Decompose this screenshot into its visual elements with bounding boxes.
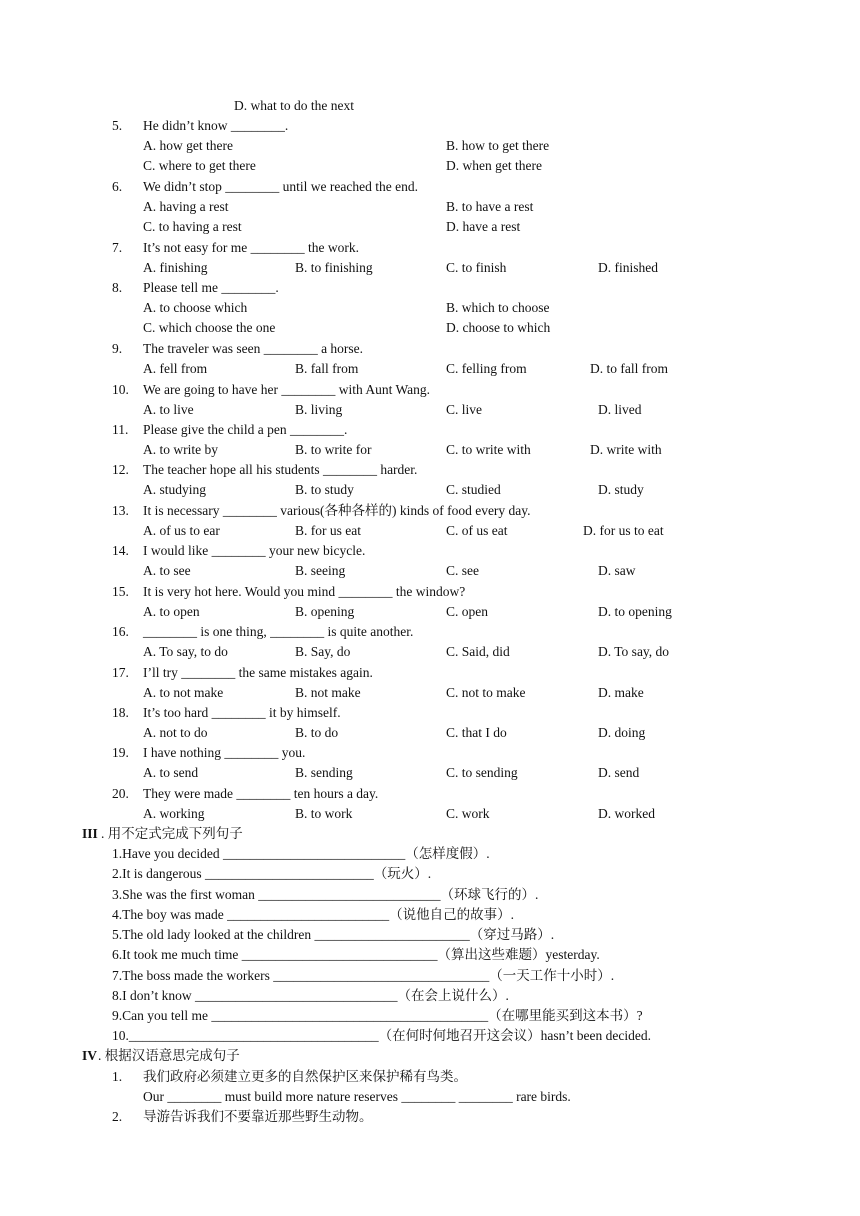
option-c: C. studied (446, 482, 501, 497)
fill-item: 9.Can you tell me _________________________________________（在哪里能买到这本书）? (112, 1008, 643, 1023)
option-c: C. to write with (446, 442, 531, 457)
question-number: 2. (112, 1109, 123, 1124)
fill-item: 10._____________________________________（在何时何地召开这会议）hasn’t been decided. (112, 1028, 651, 1043)
fill-item: 1.Have you decided ___________________________（怎样度假）. (112, 846, 490, 861)
question-stem: Please give the child a pen ________. (143, 422, 348, 437)
option-b: B. to do (295, 725, 339, 740)
option-a: A. studying (143, 482, 207, 497)
question-number: 6. (112, 179, 123, 194)
option-a: A. to open (143, 604, 200, 619)
option-d: D. have a rest (446, 219, 521, 234)
option-a: A. finishing (143, 260, 208, 275)
question-number: 11. (112, 422, 129, 437)
section-title: . 根据汉语意思完成句子 (98, 1048, 240, 1063)
option-a: A. to choose which (143, 300, 248, 315)
question-stem: It’s too hard ________ it by himself. (143, 705, 341, 720)
option-b: B. fall from (295, 361, 359, 376)
option-a: A. to send (143, 765, 199, 780)
option-c: C. which choose the one (143, 320, 276, 335)
option-d: D. lived (598, 402, 642, 417)
option-d: D. choose to which (446, 320, 551, 335)
option-b: B. to finishing (295, 260, 373, 275)
option-b: B. not make (295, 685, 361, 700)
option-b: B. which to choose (446, 300, 550, 315)
option-b: B. Say, do (295, 644, 351, 659)
option-c: C. live (446, 402, 482, 417)
option-b: B. opening (295, 604, 355, 619)
english-sentence: Our ________ must build more nature reserves ________ ________ rare birds. (143, 1089, 571, 1104)
chinese-sentence: 我们政府必须建立更多的自然保护区来保护稀有鸟类。 (143, 1069, 467, 1084)
option-d: D. when get there (446, 158, 542, 173)
question-stem: We are going to have her ________ with Aunt Wang. (143, 382, 431, 397)
question-number: 5. (112, 118, 123, 133)
option-d: D. for us to eat (583, 523, 664, 538)
question-stem: I have nothing ________ you. (143, 745, 306, 760)
option-a: A. working (143, 806, 205, 821)
section-title: . 用不定式完成下列句子 (101, 826, 243, 841)
option-b: B. living (295, 402, 343, 417)
question-number: 18. (112, 705, 129, 720)
question-stem: I would like ________ your new bicycle. (143, 543, 366, 558)
question-number: 13. (112, 503, 129, 518)
question-stem: It’s not easy for me ________ the work. (143, 240, 359, 255)
question-stem: The teacher hope all his students ________ harder. (143, 462, 418, 477)
option-c: C. work (446, 806, 490, 821)
option-d: D. to opening (598, 604, 672, 619)
option-b: B. sending (295, 765, 353, 780)
fill-item: 4.The boy was made ________________________（说他自己的故事）. (112, 907, 514, 922)
option-b: B. to write for (295, 442, 372, 457)
option-a: A. fell from (143, 361, 208, 376)
option-a: A. of us to ear (143, 523, 220, 538)
fill-item: 3.She was the first woman ___________________________（环球飞行的）. (112, 887, 539, 902)
option-c: C. felling from (446, 361, 527, 376)
option-a: A. to not make (143, 685, 224, 700)
option-b: B. to study (295, 482, 354, 497)
option-c: C. see (446, 563, 479, 578)
option-c: C. of us eat (446, 523, 508, 538)
option-b: B. to work (295, 806, 353, 821)
section-number: III (82, 826, 98, 841)
question-number: 14. (112, 543, 129, 558)
question-stem: I’ll try ________ the same mistakes again. (143, 665, 373, 680)
question-stem: The traveler was seen ________ a horse. (143, 341, 364, 356)
option-a: A. to live (143, 402, 194, 417)
question-stem: They were made ________ ten hours a day. (143, 786, 379, 801)
option-a: A. To say, to do (143, 644, 228, 659)
fill-item: 2.It is dangerous _________________________（玩火）. (112, 866, 432, 881)
option-c: C. open (446, 604, 488, 619)
section-number: IV (82, 1048, 98, 1063)
question-number: 9. (112, 341, 123, 356)
question-stem: He didn’t know ________. (143, 118, 289, 133)
option-c: C. where to get there (143, 158, 256, 173)
option-d: D. To say, do (598, 644, 670, 659)
option-d: D. saw (598, 563, 636, 578)
question-stem: It is very hot here. Would you mind ________ the window? (143, 584, 466, 599)
option-c: C. to sending (446, 765, 518, 780)
question-number: 7. (112, 240, 123, 255)
option-d: D. write with (590, 442, 662, 457)
option-b: B. for us eat (295, 523, 361, 538)
question-stem: Please tell me ________. (143, 280, 279, 295)
option-d: D. finished (598, 260, 658, 275)
option-c: C. to finish (446, 260, 507, 275)
option-d: D. doing (598, 725, 646, 740)
option-b: B. how to get there (446, 138, 550, 153)
option-c: C. to having a rest (143, 219, 242, 234)
question-number: 12. (112, 462, 129, 477)
option-d: D. study (598, 482, 644, 497)
fill-item: 5.The old lady looked at the children _______________________（穿过马路）. (112, 927, 555, 942)
option-a: A. how get there (143, 138, 233, 153)
question-number: 10. (112, 382, 129, 397)
fill-item: 6.It took me much time _____________________________（算出这些难题）yesterday. (112, 947, 600, 962)
question-stem: ________ is one thing, ________ is quite another. (143, 624, 414, 639)
option-c: C. that I do (446, 725, 507, 740)
option-a: A. having a rest (143, 199, 229, 214)
fill-item: 8.I don’t know ______________________________（在会上说什么）. (112, 988, 509, 1003)
option-a: A. to see (143, 563, 191, 578)
option-d: D. worked (598, 806, 655, 821)
question-number: 20. (112, 786, 129, 801)
option-b: B. seeing (295, 563, 346, 578)
option-d: D. send (598, 765, 640, 780)
question-number: 15. (112, 584, 129, 599)
option-d: D. to fall from (590, 361, 668, 376)
option-b: B. to have a rest (446, 199, 534, 214)
question-number: 17. (112, 665, 129, 680)
option-d: D. make (598, 685, 644, 700)
question-stem: We didn’t stop ________ until we reached the end. (143, 179, 418, 194)
question-number: 1. (112, 1069, 123, 1084)
fill-item: 7.The boss made the workers ________________________________（一天工作十小时）. (112, 968, 615, 983)
option-a: A. not to do (143, 725, 208, 740)
question-number: 8. (112, 280, 123, 295)
question-stem: It is necessary ________ various(各种各样的) kinds of food every day. (143, 503, 531, 518)
option-c: C. Said, did (446, 644, 510, 659)
option-a: A. to write by (143, 442, 218, 457)
option-d-prev: D. what to do the next (234, 98, 354, 113)
chinese-sentence: 导游告诉我们不要靠近那些野生动物。 (143, 1109, 373, 1124)
question-number: 16. (112, 624, 129, 639)
question-number: 19. (112, 745, 129, 760)
option-c: C. not to make (446, 685, 526, 700)
